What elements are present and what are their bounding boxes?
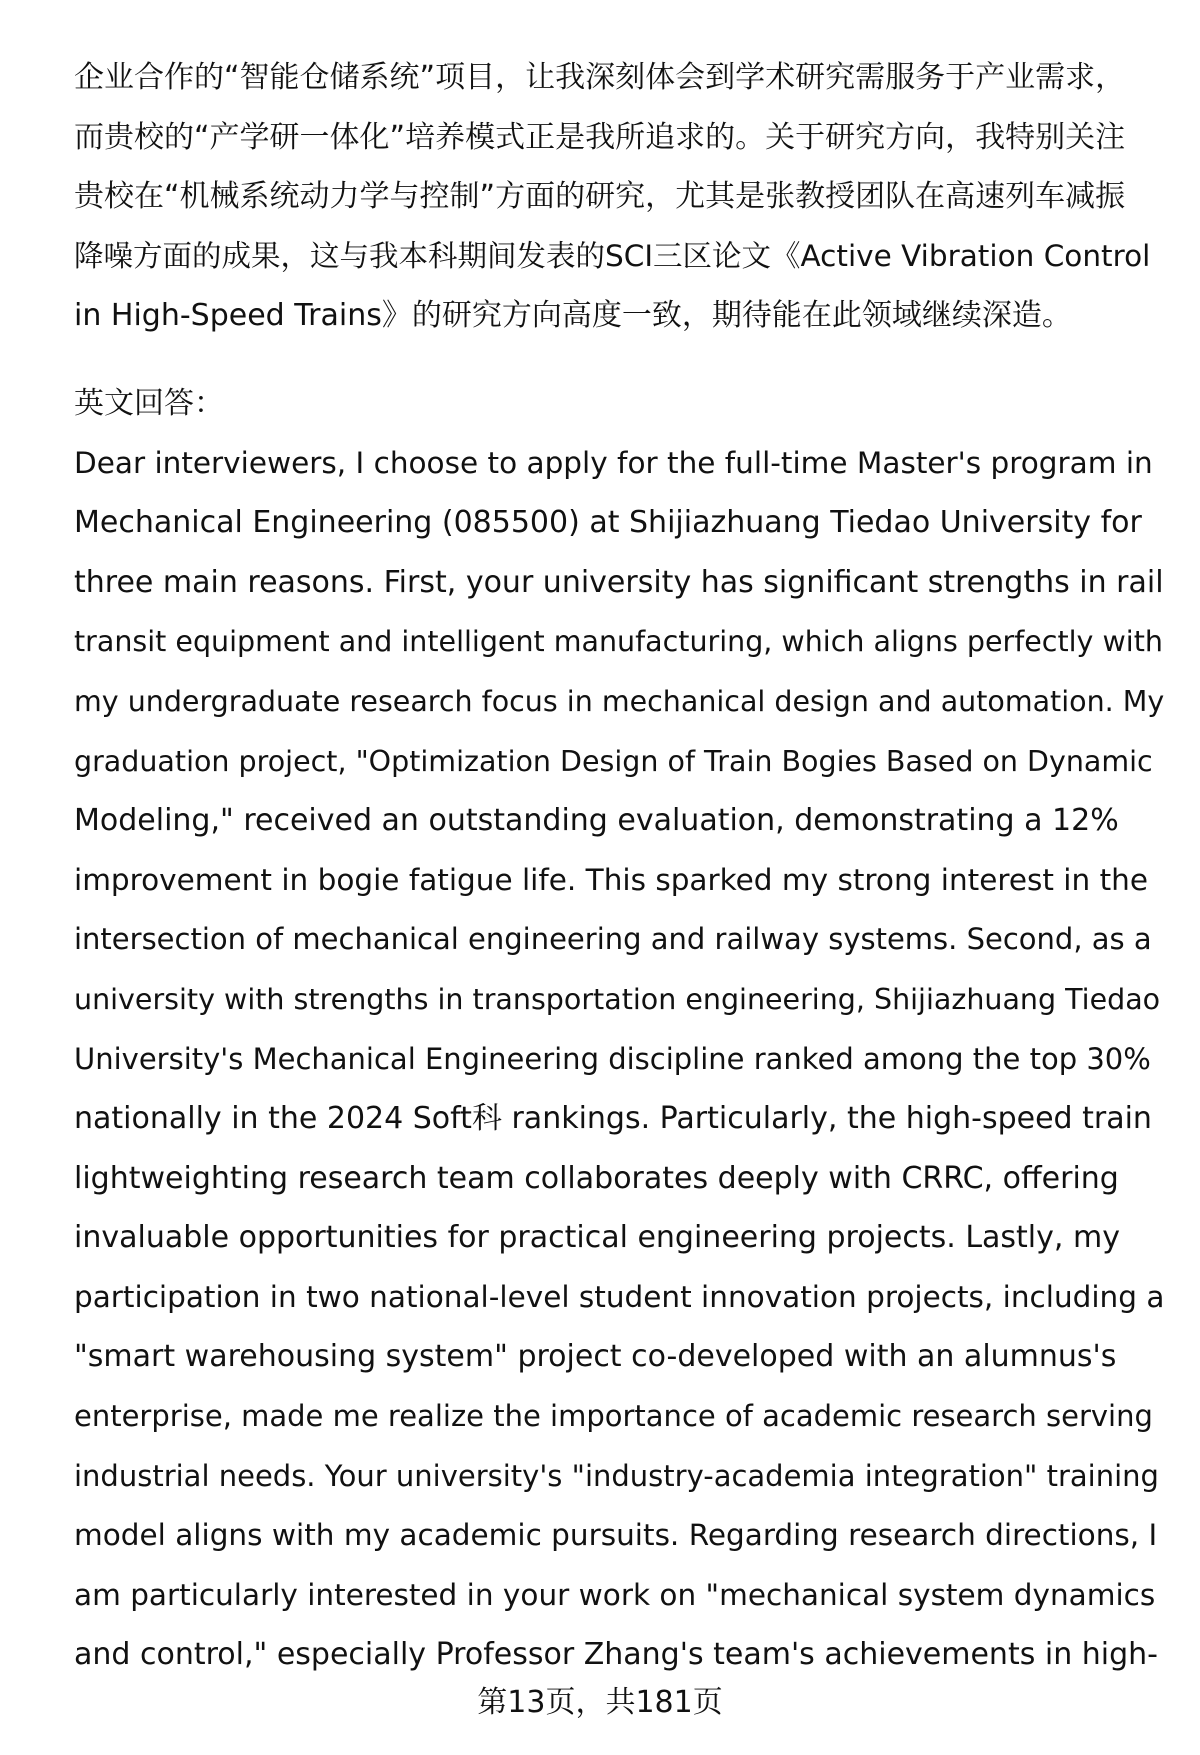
text-line: intersection of mechanical engineering and railway systems. Second, as a [74, 922, 1152, 957]
text-line: Mechanical Engineering (085500) at Shijiazhuang Tiedao University for [74, 505, 1142, 541]
text-line: Modeling," received an outstanding evaluation, demonstrating a 12% [74, 803, 1119, 839]
page-number-footer: 第13页，共181页 [477, 1685, 723, 1720]
text-line: in High-Speed Trains》的研究方向高度一致，期待能在此领域继续深造。 [74, 298, 1072, 334]
text-line: model aligns with my academic pursuits. Regarding research directions, I [74, 1518, 1158, 1553]
document-page [74, 48, 1164, 1685]
text-line: University's Mechanical Engineering discipline ranked among the top 30% [74, 1041, 1151, 1076]
text-line: university with strengths in transportation engineering, Shijiazhuang Tiedao [74, 982, 1161, 1016]
text-line: and control," especially Professor Zhang's team's achievements in high- [74, 1637, 1158, 1673]
text-line: nationally in the 2024 Soft科 rankings. Particularly, the high-speed train [74, 1101, 1152, 1137]
english-answer-heading: 英文回答： [74, 385, 224, 421]
text-line: transit equipment and intelligent manufacturing, which aligns perfectly with [74, 625, 1163, 659]
text-line: 降噪方面的成果，这与我本科期间发表的SCI三区论文《Active Vibration Control [74, 238, 1151, 273]
text-line: lightweighting research team collaborates deeply with CRRC, offering [74, 1160, 1119, 1196]
text-line: three main reasons. First, your university has significant strengths in rail [74, 564, 1164, 600]
english-answer-paragraph [74, 434, 1164, 1685]
text-line: 贵校在“机械系统动力学与控制”方面的研究，尤其是张教授团队在高速列车减振 [74, 179, 1126, 215]
text-line: Dear interviewers, I choose to apply for the full-time Master's program in [74, 445, 1153, 480]
text-line: industrial needs. Your university's "industry-academia integration" training [74, 1458, 1159, 1493]
text-line: graduation project, "Optimization Design of Train Bogies Based on Dynamic [74, 744, 1153, 778]
text-line: 而贵校的“产学研一体化”培养模式正是我所追求的。关于研究方向，我特别关注 [74, 119, 1126, 155]
text-line: invaluable opportunities for practical engineering projects. Lastly, my [74, 1220, 1120, 1256]
text-line: "smart warehousing system" project co-developed with an alumnus's [74, 1339, 1117, 1375]
text-line: my undergraduate research focus in mechanical design and automation. My [74, 684, 1165, 718]
text-line: improvement in bogie fatigue life. This sparked my strong interest in the [74, 862, 1148, 897]
chinese-answer-paragraph [74, 48, 1164, 346]
text-line: 企业合作的“智能仓储系统”项目，让我深刻体会到学术研究需服务于产业需求， [74, 60, 1126, 95]
text-line: participation in two national-level student innovation projects, including a [74, 1279, 1165, 1314]
text-line: am particularly interested in your work on "mechanical system dynamics [74, 1577, 1156, 1612]
text-line: enterprise, made me realize the importance of academic research serving [74, 1399, 1153, 1434]
